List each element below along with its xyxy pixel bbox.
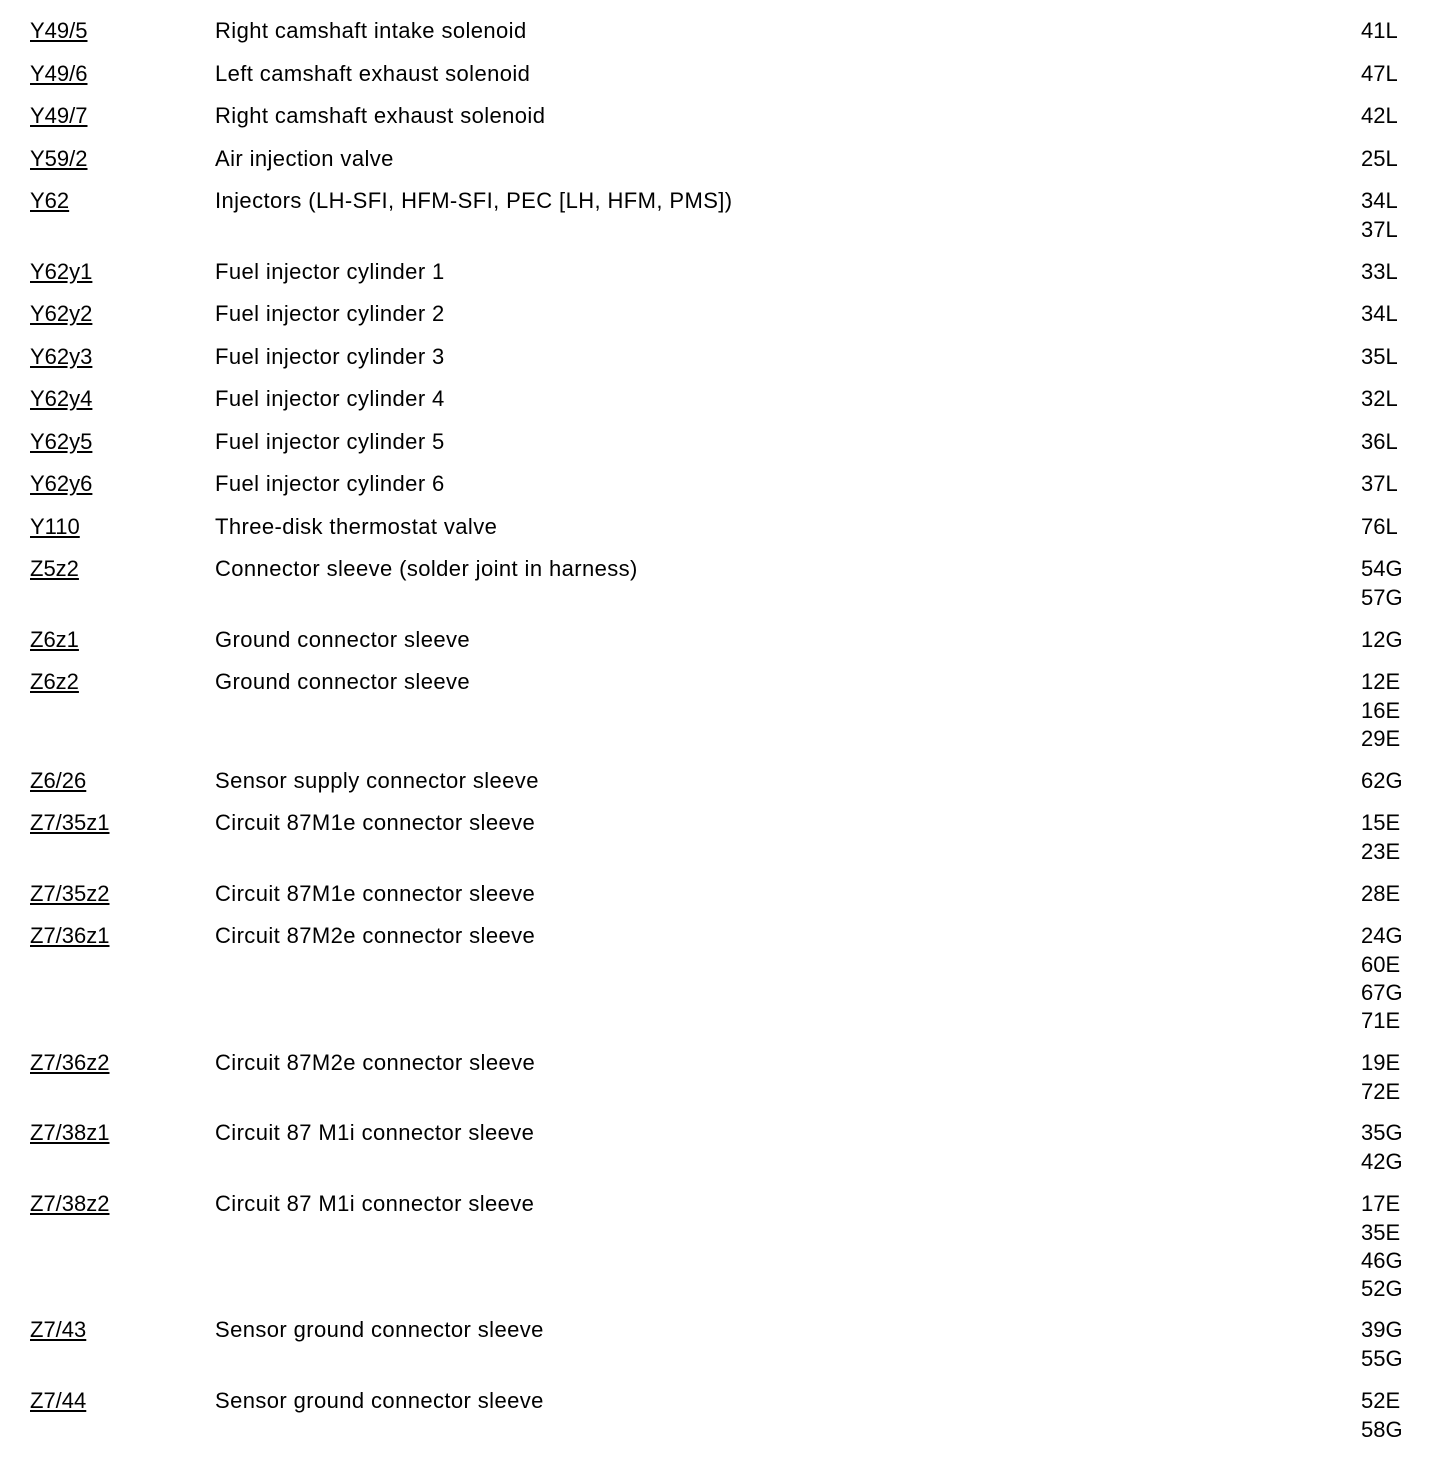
component-description: Air injection valve	[215, 145, 394, 171]
index-entry	[0, 186, 1456, 257]
grid-location: 37L	[1361, 217, 1398, 242]
component-code-link[interactable]: Z7/43	[30, 1317, 87, 1342]
grid-location: 32L	[1361, 386, 1398, 411]
grid-location: 12E	[1361, 669, 1401, 694]
grid-locations	[1361, 101, 1441, 131]
grid-location: 12G	[1361, 626, 1403, 652]
grid-location: 42L	[1361, 103, 1398, 128]
index-entry	[0, 879, 1456, 922]
component-code-link[interactable]: Z7/35z2	[30, 880, 110, 906]
grid-location: 35L	[1361, 343, 1398, 369]
grid-locations	[1361, 384, 1441, 414]
grid-location: 33L	[1361, 258, 1398, 284]
component-description: Connector sleeve (solder joint in harness)	[215, 556, 638, 581]
grid-location: 28E	[1361, 880, 1401, 906]
grid-locations	[1361, 921, 1441, 1035]
grid-locations	[1361, 59, 1441, 89]
grid-location: 46G	[1361, 1247, 1403, 1273]
grid-location: 39G	[1361, 1317, 1403, 1342]
component-code-link[interactable]: Y62y1	[30, 258, 93, 284]
component-description: Circuit 87M1e connector sleeve	[215, 810, 536, 835]
grid-location: 52G	[1361, 1275, 1403, 1301]
component-code-link[interactable]: Y62	[30, 188, 70, 213]
grid-location: 34L	[1361, 188, 1398, 213]
component-description: Ground connector sleeve	[215, 626, 471, 652]
index-entry	[0, 554, 1456, 625]
grid-location: 47L	[1361, 60, 1398, 86]
component-description: Ground connector sleeve	[215, 669, 471, 694]
component-code-link[interactable]: Z7/35z1	[30, 810, 110, 835]
component-description: Circuit 87 M1i connector sleeve	[215, 1190, 535, 1216]
component-code-link[interactable]: Y62y4	[30, 386, 93, 411]
component-description: Circuit 87M2e connector sleeve	[215, 923, 536, 948]
grid-location: 36L	[1361, 428, 1398, 454]
index-entry	[0, 384, 1456, 427]
index-entry	[0, 144, 1456, 187]
grid-location: 62G	[1361, 767, 1403, 793]
component-description: Left camshaft exhaust solenoid	[215, 60, 531, 86]
index-entry	[0, 1315, 1456, 1386]
component-code-link[interactable]: Y62y2	[30, 301, 93, 326]
index-entry	[0, 1386, 1456, 1457]
grid-location: 35E	[1361, 1219, 1401, 1245]
component-description: Sensor ground connector sleeve	[215, 1387, 544, 1413]
component-description: Fuel injector cylinder 5	[215, 428, 445, 454]
grid-locations	[1361, 16, 1441, 46]
grid-locations	[1361, 144, 1441, 174]
index-entry	[0, 766, 1456, 809]
grid-locations	[1361, 469, 1441, 499]
grid-locations	[1361, 667, 1441, 753]
component-code-link[interactable]: Y110	[30, 513, 80, 539]
grid-location: 52E	[1361, 1387, 1401, 1413]
component-code-link[interactable]: Y62y5	[30, 428, 93, 454]
component-description: Circuit 87M1e connector sleeve	[215, 880, 536, 906]
index-entry	[0, 16, 1456, 59]
grid-locations	[1361, 1048, 1441, 1106]
grid-locations	[1361, 625, 1441, 655]
component-code-link[interactable]: Y49/6	[30, 60, 88, 86]
grid-location: 76L	[1361, 513, 1398, 539]
grid-location: 54G	[1361, 556, 1403, 581]
grid-locations	[1361, 186, 1441, 244]
index-entry	[0, 299, 1456, 342]
index-entry	[0, 667, 1456, 766]
component-description: Fuel injector cylinder 6	[215, 471, 445, 496]
index-entry	[0, 427, 1456, 470]
grid-locations	[1361, 512, 1441, 542]
index-entry	[0, 342, 1456, 385]
component-code-link[interactable]: Z6z1	[30, 626, 79, 652]
component-description: Right camshaft intake solenoid	[215, 18, 527, 43]
index-entry	[0, 1048, 1456, 1119]
index-entry	[0, 512, 1456, 555]
index-entry	[0, 625, 1456, 668]
grid-location: 37L	[1361, 471, 1398, 496]
component-description: Fuel injector cylinder 3	[215, 343, 445, 369]
grid-locations	[1361, 342, 1441, 372]
index-entry	[0, 59, 1456, 102]
grid-locations	[1361, 1189, 1441, 1303]
index-entry	[0, 1118, 1456, 1189]
index-entry	[0, 921, 1456, 1048]
component-code-link[interactable]: Z6z2	[30, 669, 79, 694]
grid-locations	[1361, 554, 1441, 612]
component-code-link[interactable]: Y49/5	[30, 18, 88, 43]
component-code-link[interactable]: Z7/36z1	[30, 923, 110, 948]
grid-location: 58G	[1361, 1416, 1403, 1442]
component-code-link[interactable]: Z7/36z2	[30, 1049, 110, 1075]
grid-location: 34L	[1361, 301, 1398, 326]
component-code-link[interactable]: Y49/7	[30, 103, 88, 128]
component-description: Circuit 87 M1i connector sleeve	[215, 1120, 535, 1145]
grid-location: 19E	[1361, 1049, 1401, 1075]
grid-location: 55G	[1361, 1346, 1403, 1371]
grid-location: 57G	[1361, 585, 1403, 610]
component-code-link[interactable]: Z7/38z2	[30, 1190, 110, 1216]
grid-location: 35G	[1361, 1120, 1403, 1145]
grid-locations	[1361, 257, 1441, 287]
component-code-link[interactable]: Y59/2	[30, 145, 88, 171]
grid-locations	[1361, 808, 1441, 866]
component-code-link[interactable]: Z7/38z1	[30, 1120, 110, 1145]
index-entry	[0, 808, 1456, 879]
index-entry	[0, 101, 1456, 144]
grid-locations	[1361, 879, 1441, 909]
component-index-list	[0, 16, 1456, 1456]
index-entry	[0, 1189, 1456, 1316]
component-description: Three-disk thermostat valve	[215, 513, 498, 539]
grid-location: 72E	[1361, 1078, 1401, 1104]
grid-locations	[1361, 1386, 1441, 1444]
component-description: Sensor ground connector sleeve	[215, 1317, 544, 1342]
grid-location: 15E	[1361, 810, 1401, 835]
grid-locations	[1361, 1118, 1441, 1176]
component-description: Injectors (LH-SFI, HFM-SFI, PEC [LH, HFM, PMS])	[215, 188, 733, 213]
component-description: Right camshaft exhaust solenoid	[215, 103, 546, 128]
component-code-link[interactable]: Z5z2	[30, 556, 79, 581]
component-code-link[interactable]: Y62y3	[30, 343, 93, 369]
grid-locations	[1361, 1315, 1441, 1373]
component-description: Fuel injector cylinder 4	[215, 386, 445, 411]
grid-location: 25L	[1361, 145, 1398, 171]
grid-location: 71E	[1361, 1008, 1401, 1033]
grid-location: 23E	[1361, 839, 1401, 864]
grid-location: 42G	[1361, 1149, 1403, 1174]
index-entry	[0, 469, 1456, 512]
component-code-link[interactable]: Z6/26	[30, 767, 87, 793]
grid-location: 41L	[1361, 18, 1398, 43]
grid-location: 16E	[1361, 698, 1401, 723]
component-description: Sensor supply connector sleeve	[215, 767, 539, 793]
grid-locations	[1361, 766, 1441, 796]
grid-location: 67G	[1361, 980, 1403, 1005]
grid-locations	[1361, 427, 1441, 457]
grid-locations	[1361, 299, 1441, 329]
grid-location: 60E	[1361, 952, 1401, 977]
grid-location: 17E	[1361, 1190, 1401, 1216]
component-description: Circuit 87M2e connector sleeve	[215, 1049, 536, 1075]
component-description: Fuel injector cylinder 1	[215, 258, 445, 284]
component-description: Fuel injector cylinder 2	[215, 301, 445, 326]
index-entry	[0, 257, 1456, 300]
grid-location: 29E	[1361, 726, 1401, 751]
grid-location: 24G	[1361, 923, 1403, 948]
component-code-link[interactable]: Y62y6	[30, 471, 93, 496]
component-code-link[interactable]: Z7/44	[30, 1387, 87, 1413]
